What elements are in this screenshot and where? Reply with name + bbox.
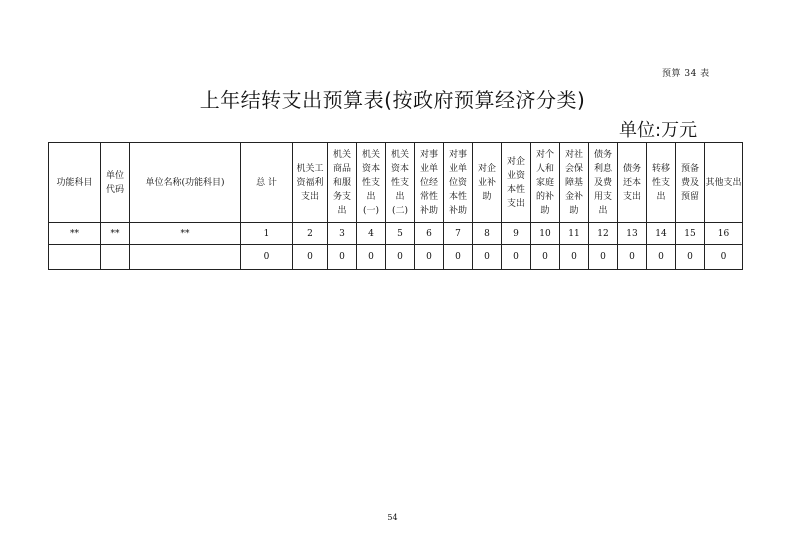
index-cell: 1 <box>241 223 293 245</box>
index-cell: 2 <box>293 223 328 245</box>
index-cell: 3 <box>328 223 357 245</box>
value-cell <box>49 245 101 270</box>
value-cell: 0 <box>589 245 618 270</box>
header-cell: 对个人和家庭的补助 <box>531 143 560 223</box>
index-row <box>49 223 743 245</box>
header-cell: 机关资本性支出(一) <box>357 143 386 223</box>
budget-table <box>48 142 743 270</box>
value-cell: 0 <box>328 245 357 270</box>
header-cell: 对企业资本性支出 <box>502 143 531 223</box>
value-cell: 0 <box>647 245 676 270</box>
value-cell: 0 <box>386 245 415 270</box>
header-cell: 总 计 <box>241 143 293 223</box>
page-number: 54 <box>387 513 398 522</box>
header-cell: 预备费及预留 <box>676 143 705 223</box>
header-cell: 对企业补助 <box>473 143 502 223</box>
value-cell: 0 <box>560 245 589 270</box>
header-cell: 对事业单位经常性补助 <box>415 143 444 223</box>
index-cell: 6 <box>415 223 444 245</box>
header-cell: 其他支出 <box>705 143 743 223</box>
index-cell: 13 <box>618 223 647 245</box>
header-cell: 转移性支出 <box>647 143 676 223</box>
index-cell: 14 <box>647 223 676 245</box>
value-cell: 0 <box>618 245 647 270</box>
value-cell: 0 <box>705 245 743 270</box>
header-cell: 债务还本支出 <box>618 143 647 223</box>
value-cell <box>130 245 241 270</box>
header-cell: 机关商品和服务支出 <box>328 143 357 223</box>
page-title: 上年结转支出预算表(按政府预算经济分类) <box>199 88 586 112</box>
header-cell: 单位名称(功能科目) <box>130 143 241 223</box>
header-cell: 债务利息及费用支出 <box>589 143 618 223</box>
unit-label: 单位:万元 <box>619 120 698 141</box>
index-cell: ** <box>101 223 130 245</box>
header-cell: 机关资本性支出(二) <box>386 143 415 223</box>
value-cell <box>101 245 130 270</box>
value-cell: 0 <box>293 245 328 270</box>
value-cell: 0 <box>531 245 560 270</box>
index-cell: 15 <box>676 223 705 245</box>
index-cell: 16 <box>705 223 743 245</box>
value-cell: 0 <box>444 245 473 270</box>
value-cell: 0 <box>241 245 293 270</box>
value-cell: 0 <box>357 245 386 270</box>
header-row <box>49 143 743 223</box>
index-cell: ** <box>130 223 241 245</box>
index-cell: 12 <box>589 223 618 245</box>
index-cell: 11 <box>560 223 589 245</box>
table-row <box>49 245 743 270</box>
header-cell: 机关工资福利支出 <box>293 143 328 223</box>
index-cell: 10 <box>531 223 560 245</box>
value-cell: 0 <box>473 245 502 270</box>
index-cell: ** <box>49 223 101 245</box>
index-cell: 4 <box>357 223 386 245</box>
header-cell: 对社会保障基金补助 <box>560 143 589 223</box>
index-cell: 5 <box>386 223 415 245</box>
value-cell: 0 <box>502 245 531 270</box>
value-cell: 0 <box>676 245 705 270</box>
table-number: 预算 34 表 <box>662 69 710 79</box>
index-cell: 8 <box>473 223 502 245</box>
value-cell: 0 <box>415 245 444 270</box>
header-cell: 对事业单位资本性补助 <box>444 143 473 223</box>
index-cell: 9 <box>502 223 531 245</box>
header-cell: 功能科目 <box>49 143 101 223</box>
header-cell: 单位代码 <box>101 143 130 223</box>
index-cell: 7 <box>444 223 473 245</box>
